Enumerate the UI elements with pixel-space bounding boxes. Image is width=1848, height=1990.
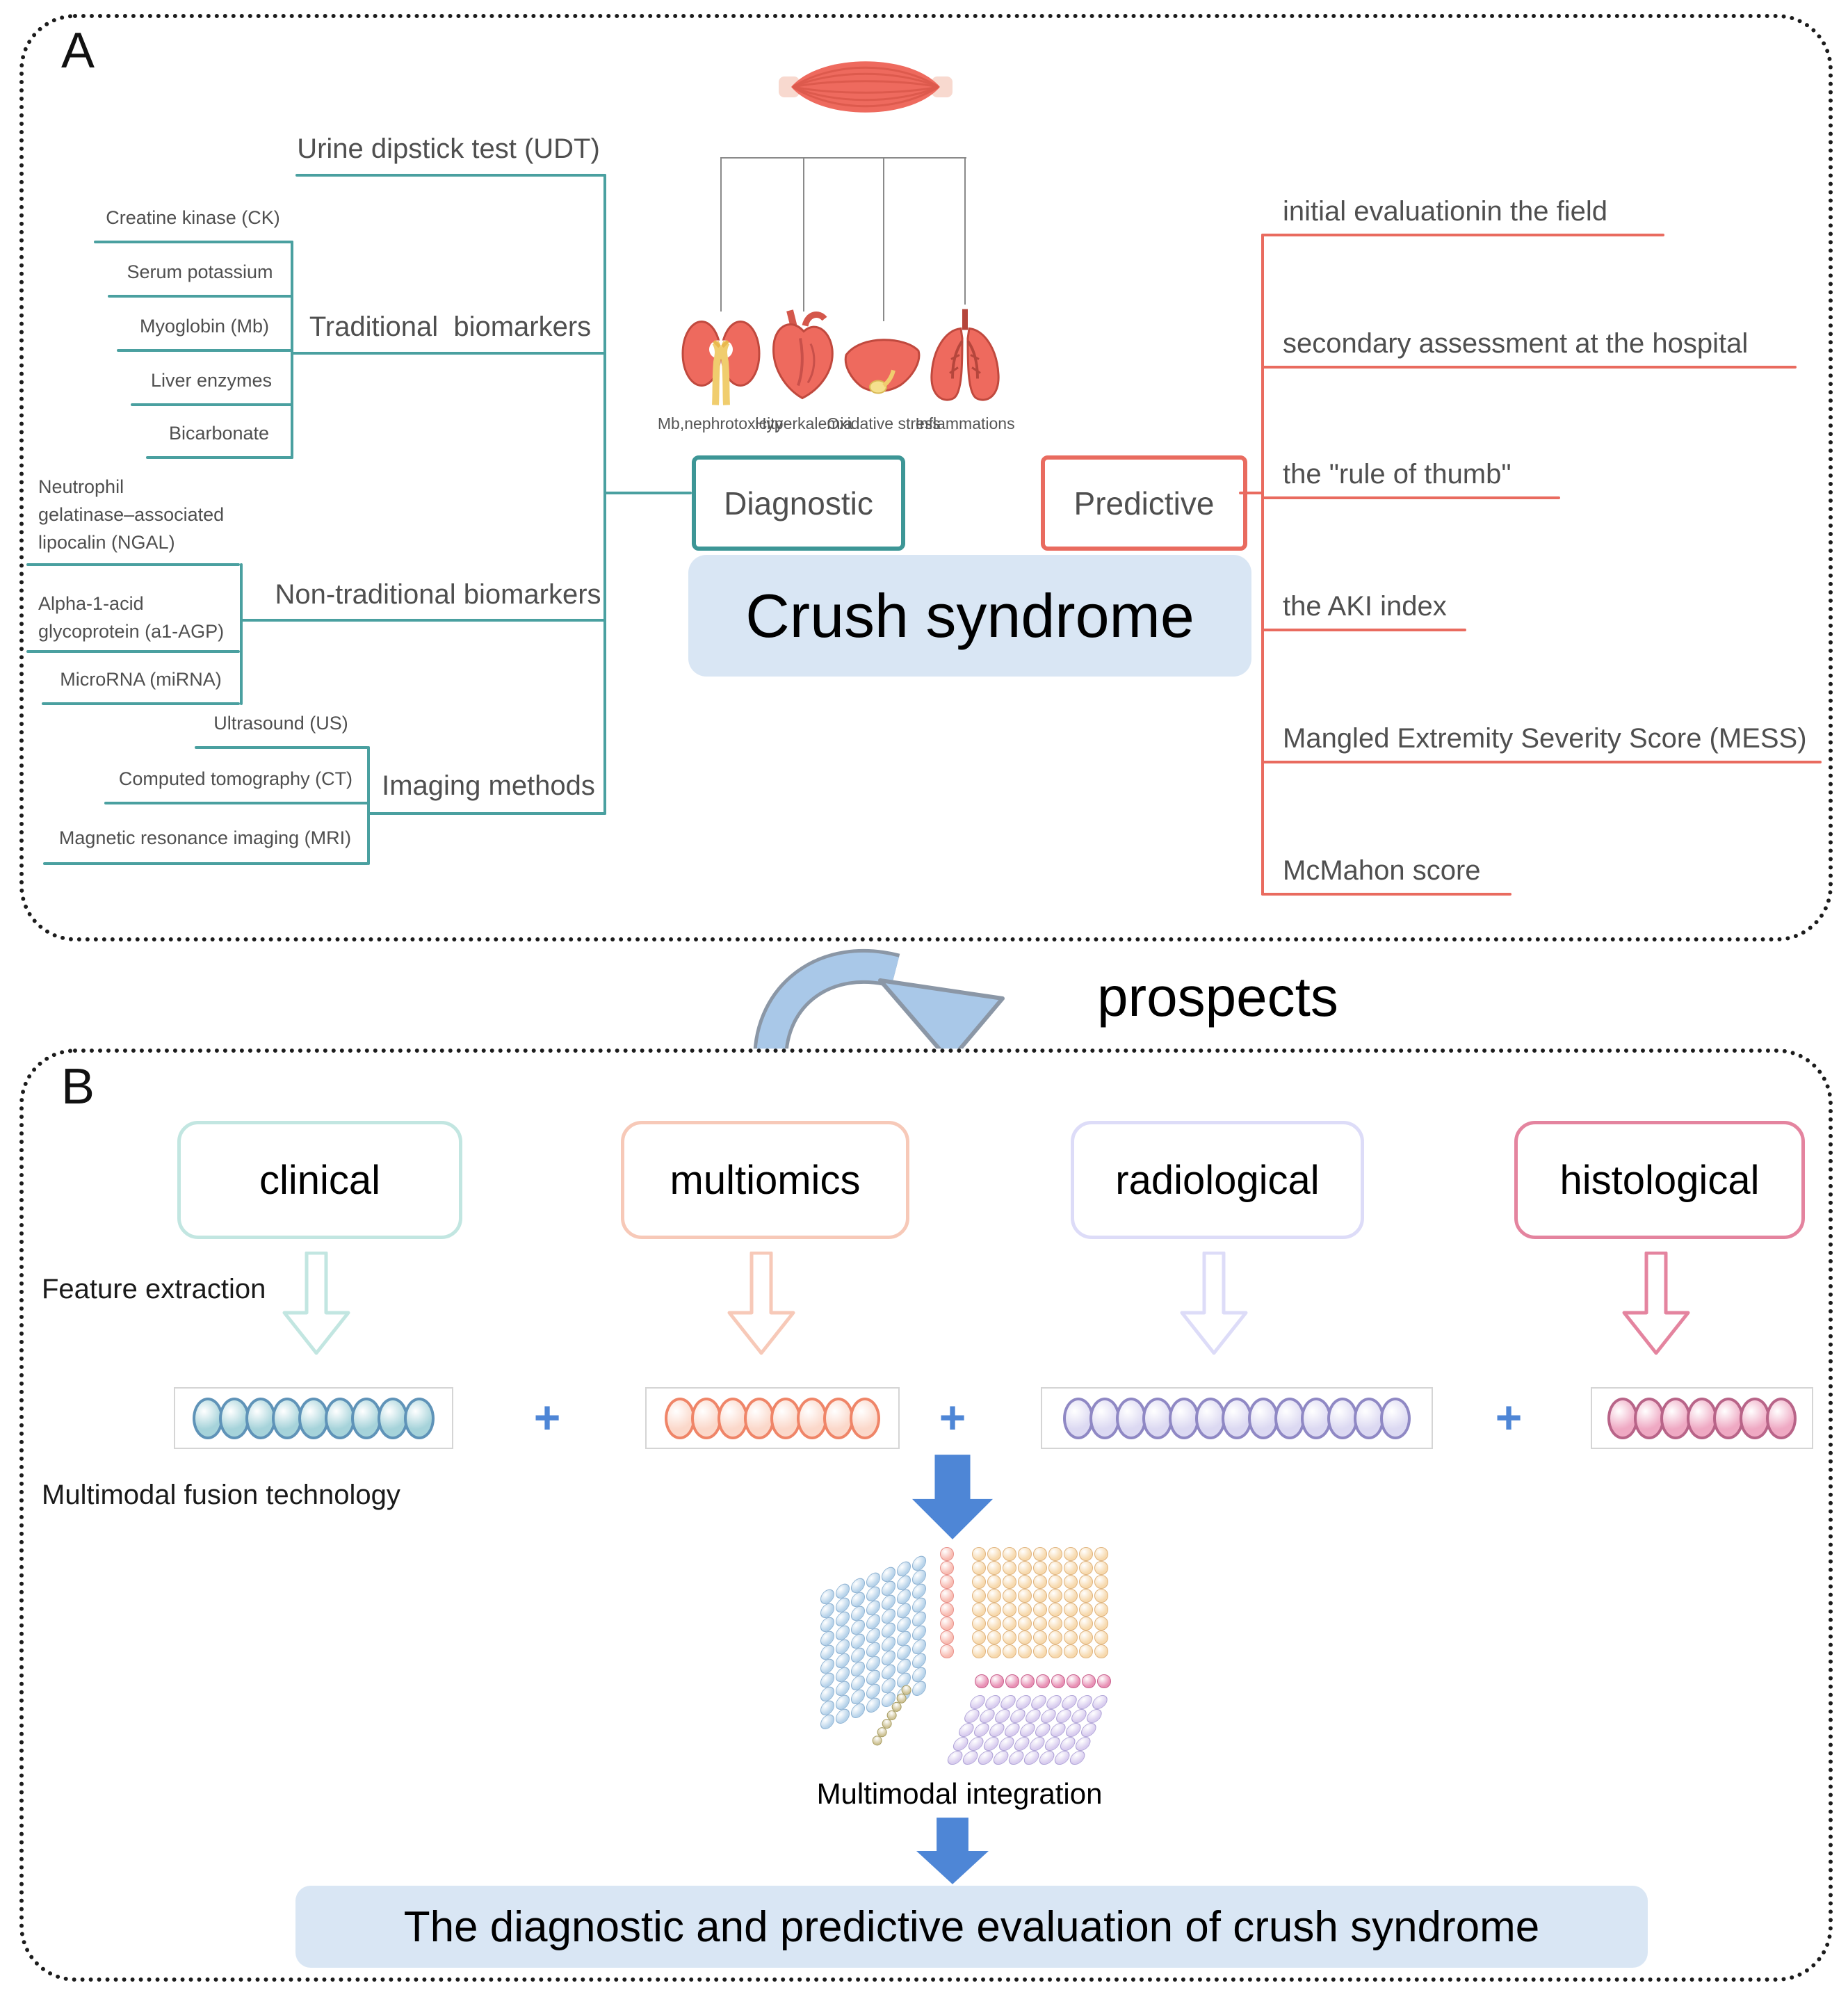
matrix-ball <box>1003 1631 1016 1644</box>
tree-item-underline <box>42 702 240 705</box>
predictive-item: Mangled Extremity Severity Score (MESS) <box>1283 723 1807 754</box>
matrix-ball <box>1003 1723 1022 1737</box>
matrix-ball <box>1005 1674 1019 1688</box>
matrix-ball <box>1021 1674 1035 1688</box>
matrix-ball <box>1097 1674 1111 1688</box>
matrix-ball <box>1079 1575 1093 1589</box>
matrix-ball <box>1094 1589 1108 1603</box>
matrix-ball <box>987 1603 1001 1617</box>
matrix-ball <box>987 1547 1001 1561</box>
matrix-ball <box>976 1751 996 1765</box>
matrix-ball <box>1033 1723 1053 1737</box>
predictive-item-underline <box>1261 761 1822 763</box>
matrix-ball <box>972 1631 986 1644</box>
diagnostic-spine-line <box>603 174 606 815</box>
matrix-ball <box>972 1561 986 1575</box>
predictive-item-underline <box>1261 366 1797 369</box>
predictive-item: the "rule of thumb" <box>1283 459 1511 490</box>
matrix-ball <box>998 1695 1018 1709</box>
modality-box-histological: histological <box>1514 1121 1805 1239</box>
feature-dot <box>1380 1398 1411 1439</box>
tree-item: Computed tomography (CT) <box>118 768 353 789</box>
traditional-label: Traditional biomarkers <box>309 312 592 342</box>
matrix-ball <box>1039 1709 1058 1723</box>
down-arrow-outline-icon <box>1618 1252 1694 1356</box>
plus-sign: + <box>939 1391 966 1443</box>
matrix-ball <box>1054 1709 1073 1723</box>
predictive-item-underline <box>1261 629 1466 631</box>
matrix-ball <box>1064 1589 1078 1603</box>
tree-item-line: Neutrophil <box>38 476 124 497</box>
matrix-ball <box>1007 1751 1026 1765</box>
matrix-ball <box>1018 1603 1032 1617</box>
matrix-ball <box>1033 1561 1047 1575</box>
matrix-ball <box>1003 1589 1016 1603</box>
feature-vector-histological <box>1591 1387 1813 1449</box>
matrix-ball <box>1082 1674 1096 1688</box>
tree-item: Bicarbonate <box>168 423 270 444</box>
down-arrow-outline-icon <box>723 1252 800 1356</box>
matrix-ball <box>1094 1547 1108 1561</box>
matrix-ball <box>1064 1631 1078 1644</box>
matrix-ball <box>1060 1695 1079 1709</box>
organ-label: Oxidative stress <box>827 414 941 432</box>
matrix-ball <box>1003 1547 1016 1561</box>
down-arrow-outline-icon <box>1176 1252 1252 1356</box>
predictive-connector-line <box>1239 492 1263 494</box>
lungs-icon <box>923 305 1007 416</box>
organ-bracket-line <box>720 157 966 159</box>
non-traditional-underline <box>240 619 606 622</box>
matrix-ball <box>972 1575 986 1589</box>
matrix-ball <box>1043 1737 1062 1751</box>
matrix-ball <box>1058 1737 1078 1751</box>
predictive-item-underline <box>1261 893 1511 896</box>
matrix-ball <box>1029 1695 1048 1709</box>
feature-extraction-label: Feature extraction <box>42 1274 266 1304</box>
non-traditional-bracket <box>240 563 243 705</box>
matrix-ball <box>972 1547 986 1561</box>
matrix-ball <box>1079 1603 1093 1617</box>
matrix-ball <box>987 1561 1001 1575</box>
matrix-ball <box>1094 1561 1108 1575</box>
matrix-ball <box>1018 1644 1032 1658</box>
matrix-ball <box>1094 1631 1108 1644</box>
non-traditional-label: Non-traditional biomarkers <box>275 579 601 610</box>
matrix-ball <box>987 1631 1001 1644</box>
matrix-ball <box>1037 1751 1057 1765</box>
matrix-ball <box>1094 1617 1108 1631</box>
modality-box-multiomics: multiomics <box>621 1121 909 1239</box>
matrix-ball <box>1069 1709 1089 1723</box>
matrix-ball <box>1048 1723 1068 1737</box>
modality-box-radiological: radiological <box>1071 1121 1364 1239</box>
matrix-ball <box>972 1589 986 1603</box>
tree-item: Myoglobin (Mb) <box>139 316 270 337</box>
matrix-ball <box>1094 1575 1108 1589</box>
matrix-ball <box>1064 1617 1078 1631</box>
tree-item-underline <box>195 746 368 749</box>
matrix-ball <box>1094 1603 1108 1617</box>
matrix-ball <box>1079 1631 1093 1644</box>
matrix-ball <box>1003 1644 1016 1658</box>
down-arrow-outline-icon <box>278 1252 355 1356</box>
imaging-label: Imaging methods <box>382 770 595 801</box>
matrix-ball <box>1064 1561 1078 1575</box>
muscle-icon <box>779 46 953 131</box>
organ-drop-line <box>964 157 966 305</box>
matrix-ball <box>991 1751 1011 1765</box>
matrix-ball <box>1053 1751 1072 1765</box>
kidneys-icon <box>679 312 763 416</box>
matrix-ball <box>1067 1674 1080 1688</box>
matrix-ball <box>1044 1695 1064 1709</box>
crush-syndrome-title: Crush syndrome <box>688 555 1251 677</box>
matrix-ball <box>978 1709 997 1723</box>
predictive-item: McMahon score <box>1283 855 1481 886</box>
matrix-ball <box>1033 1631 1047 1644</box>
modality-box-clinical: clinical <box>177 1121 462 1239</box>
tree-item-line: glycoprotein (a1-AGP) <box>38 621 225 642</box>
prospects-label: prospects <box>1097 966 1338 1028</box>
matrix-ball <box>983 1695 1003 1709</box>
matrix-ball <box>987 1644 1001 1658</box>
predictive-spine-line <box>1261 234 1264 896</box>
liver-icon <box>842 325 925 412</box>
tree-item-underline <box>104 802 368 804</box>
matrix-ball <box>1094 1644 1108 1658</box>
ball-column-salmon <box>940 1547 955 1658</box>
matrix-ball <box>1018 1547 1032 1561</box>
matrix-ball <box>1003 1561 1016 1575</box>
matrix-ball <box>1048 1575 1062 1589</box>
matrix-ball <box>940 1617 954 1631</box>
tree-item-multiline <box>38 473 224 556</box>
matrix-ball <box>940 1603 954 1617</box>
matrix-ball <box>993 1709 1012 1723</box>
tree-item-line: gelatinase–associated <box>38 504 225 525</box>
matrix-ball <box>1064 1603 1078 1617</box>
matrix-ball <box>1033 1603 1047 1617</box>
fusion-label: Multimodal fusion technology <box>42 1480 400 1510</box>
matrix-ball <box>1064 1547 1078 1561</box>
plus-sign: + <box>533 1391 561 1443</box>
matrix-ball <box>1079 1589 1093 1603</box>
predictive-item: secondary assessment at the hospital <box>1283 328 1749 359</box>
matrix-ball <box>975 1674 989 1688</box>
matrix-ball <box>1003 1603 1016 1617</box>
matrix-ball <box>940 1631 954 1644</box>
matrix-ball <box>987 1575 1001 1589</box>
down-arrow-solid-icon <box>912 1455 993 1543</box>
integration-label: Multimodal integration <box>816 1777 1103 1810</box>
matrix-ball <box>1018 1575 1032 1589</box>
tree-item: Creatine kinase (CK) <box>106 207 280 228</box>
matrix-ball <box>987 1723 1007 1737</box>
panel-a-label: A <box>61 23 95 79</box>
feature-dot <box>404 1398 435 1439</box>
tree-item-multiline <box>38 590 224 645</box>
matrix-ball <box>940 1589 954 1603</box>
udt-label: Urine dipstick test (UDT) <box>297 134 600 164</box>
tree-item-underline <box>108 295 293 298</box>
matrix-ball <box>940 1644 954 1658</box>
feature-dot <box>1766 1398 1797 1439</box>
matrix-ball <box>1028 1737 1047 1751</box>
matrix-ball <box>1023 1709 1043 1723</box>
matrix-ball <box>1036 1674 1050 1688</box>
matrix-ball <box>972 1617 986 1631</box>
matrix-ball <box>982 1737 1001 1751</box>
matrix-ball <box>1048 1644 1062 1658</box>
predictive-item: initial evaluationin the field <box>1283 196 1607 227</box>
matrix-ball <box>1003 1617 1016 1631</box>
predictive-item-underline <box>1261 234 1664 236</box>
matrix-ball <box>1003 1575 1016 1589</box>
prospects-arrow-icon <box>744 940 1064 1065</box>
matrix-ball <box>1048 1561 1062 1575</box>
matrix-ball <box>987 1617 1001 1631</box>
matrix-ball <box>1033 1589 1047 1603</box>
matrix-ball <box>1079 1547 1093 1561</box>
matrix-ball <box>1012 1737 1032 1751</box>
ball-grid-orange <box>972 1547 1110 1658</box>
ball-row-magenta <box>975 1674 1112 1688</box>
matrix-ball <box>940 1561 954 1575</box>
matrix-ball <box>1079 1644 1093 1658</box>
panel-b-label: B <box>61 1059 95 1115</box>
tree-item: Serum potassium <box>127 261 273 282</box>
organ-drop-line <box>883 157 884 321</box>
matrix-ball <box>1033 1547 1047 1561</box>
matrix-ball <box>1018 1589 1032 1603</box>
matrix-ball <box>940 1575 954 1589</box>
result-box: The diagnostic and predictive evaluation of crush syndrome <box>295 1886 1648 1968</box>
matrix-ball <box>1018 1617 1032 1631</box>
tree-item-underline <box>131 403 293 406</box>
imaging-underline <box>367 812 606 815</box>
organ-drop-line <box>720 157 722 312</box>
tree-item-underline <box>26 650 240 653</box>
traditional-underline <box>291 352 606 355</box>
matrix-ball <box>987 1589 1001 1603</box>
tree-item: MicroRNA (miRNA) <box>60 669 222 690</box>
matrix-ball <box>1018 1723 1037 1737</box>
imaging-bracket <box>367 746 370 865</box>
matrix-ball <box>1033 1617 1047 1631</box>
matrix-ball <box>966 1737 986 1751</box>
feature-vector-clinical <box>174 1387 453 1449</box>
matrix-ball <box>1048 1631 1062 1644</box>
matrix-ball <box>1064 1723 1083 1737</box>
organ-label: Mb,nephrotoxicity <box>657 414 784 432</box>
tree-item: Liver enzymes <box>150 370 273 391</box>
predictive-item-underline <box>1261 496 1560 499</box>
organ-drop-line <box>803 157 804 312</box>
matrix-ball <box>1022 1751 1041 1765</box>
matrix-ball <box>1018 1631 1032 1644</box>
tree-item-underline <box>117 349 293 352</box>
feature-vector-radiological <box>1041 1387 1433 1449</box>
diagnostic-box: Diagnostic <box>692 455 905 551</box>
tree-item: Magnetic resonance imaging (MRI) <box>58 827 352 848</box>
matrix-ball <box>972 1603 986 1617</box>
organ-label: Hyperkalemia <box>754 414 853 432</box>
matrix-ball <box>1064 1644 1078 1658</box>
tree-item-line: lipocalin (NGAL) <box>38 532 175 553</box>
matrix-ball <box>1048 1603 1062 1617</box>
matrix-ball <box>1051 1674 1065 1688</box>
tree-item-underline <box>26 563 240 566</box>
diagnostic-connector-line <box>603 492 692 494</box>
tree-item-underline <box>146 456 293 459</box>
matrix-ball <box>1008 1709 1028 1723</box>
heart-icon <box>762 306 845 414</box>
matrix-ball <box>1033 1644 1047 1658</box>
matrix-ball <box>1033 1575 1047 1589</box>
matrix-ball <box>1048 1617 1062 1631</box>
matrix-ball <box>1014 1695 1033 1709</box>
matrix-ball <box>1018 1561 1032 1575</box>
matrix-ball <box>1079 1617 1093 1631</box>
matrix-ball <box>961 1751 980 1765</box>
tree-item-line: Alpha-1-acid <box>38 593 144 614</box>
matrix-ball <box>1079 1561 1093 1575</box>
plus-sign: + <box>1495 1391 1523 1443</box>
feature-vector-multiomics <box>645 1387 900 1449</box>
matrix-ball <box>997 1737 1016 1751</box>
matrix-ball <box>1048 1547 1062 1561</box>
tree-item-underline <box>94 241 293 243</box>
predictive-box: Predictive <box>1041 455 1247 551</box>
tree-item-underline <box>43 862 368 865</box>
matrix-ball <box>940 1547 954 1561</box>
matrix-ball <box>990 1674 1004 1688</box>
matrix-ball <box>972 1644 986 1658</box>
udt-underline <box>295 174 606 177</box>
down-arrow-solid-icon <box>916 1818 989 1888</box>
matrix-ball <box>1048 1589 1062 1603</box>
feature-dot <box>850 1398 880 1439</box>
ball-plane-purple <box>946 1695 1111 1765</box>
organ-label: Inflammations <box>915 414 1015 432</box>
predictive-item: the AKI index <box>1283 591 1447 622</box>
matrix-ball <box>1064 1575 1078 1589</box>
matrix-ball <box>972 1723 991 1737</box>
matrix-ball <box>1075 1695 1094 1709</box>
tree-item: Ultrasound (US) <box>213 713 348 734</box>
